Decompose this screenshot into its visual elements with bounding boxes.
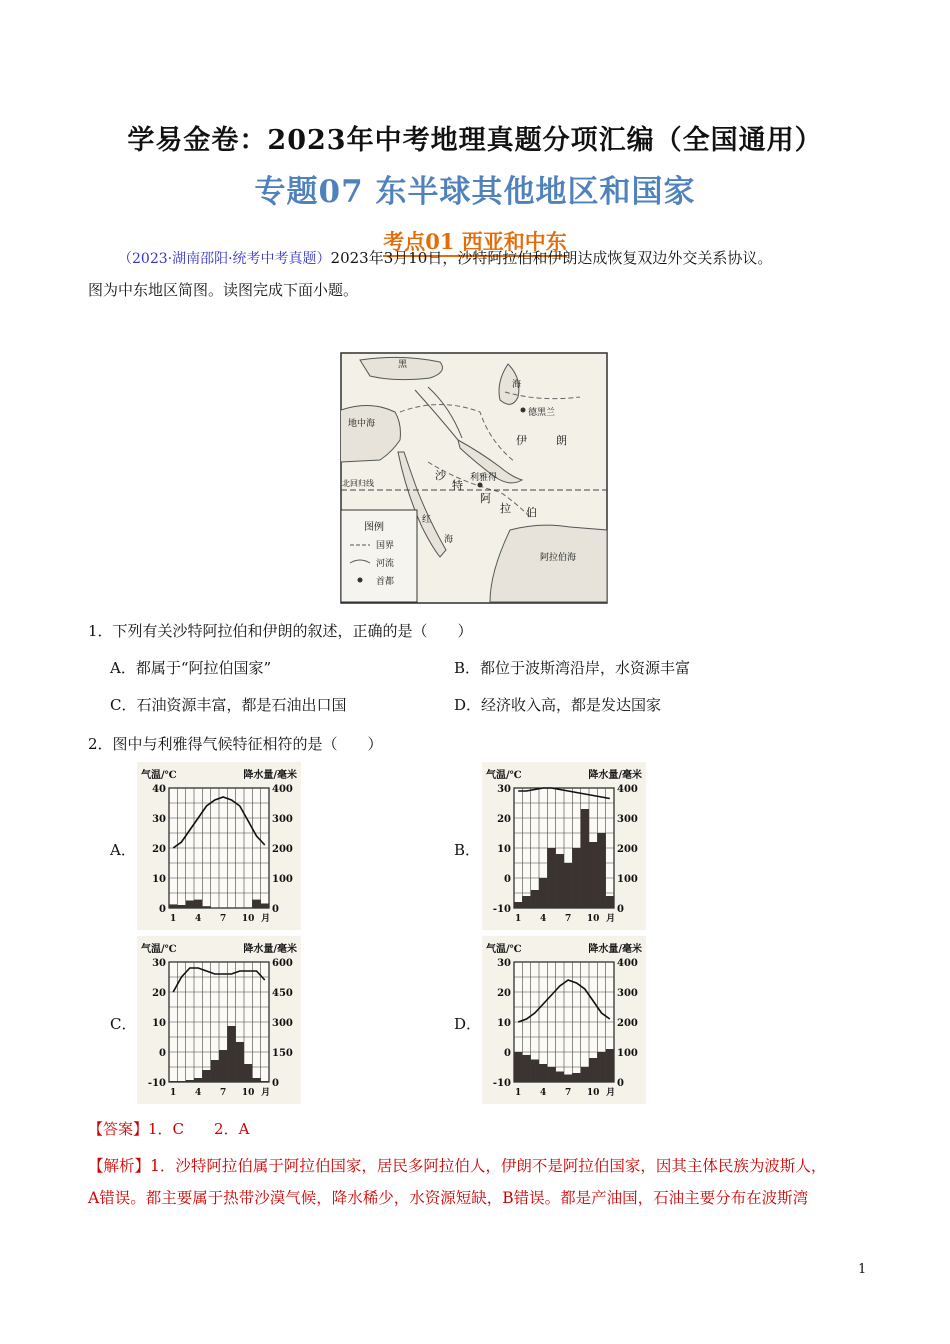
temp-tick: 0 (504, 874, 511, 885)
temp-tick: 10 (152, 874, 166, 885)
precip-bar (252, 900, 260, 908)
question-1-option-d[interactable]: D．经济收入高，都是发达国家 (454, 696, 662, 714)
precip-bar (606, 896, 614, 908)
month-tick: 10 (586, 1088, 600, 1098)
temp-tick: -10 (492, 904, 511, 915)
temp-tick: -10 (147, 1078, 166, 1089)
precip-bar (514, 902, 522, 908)
month-tick: 1 (170, 1088, 177, 1098)
question-1-option-a[interactable]: A．都属于“阿拉伯国家” (110, 659, 272, 677)
precip-tick: 300 (617, 988, 638, 999)
map-label-red-sea-1: 红 (422, 515, 432, 525)
precip-bar (606, 1049, 614, 1082)
legend-title: 图例 (364, 522, 384, 533)
month-tick: 7 (565, 1088, 572, 1098)
precip-bar (177, 905, 185, 908)
precip-bar (589, 842, 597, 908)
precip-bar (261, 904, 269, 909)
map-label-saudi-2: 特 (452, 479, 463, 492)
temp-tick: 30 (497, 958, 511, 969)
map-label-caspian: 海 (512, 380, 522, 390)
precip-bar (227, 1026, 235, 1082)
precip-bar (202, 1070, 210, 1082)
map-label-black-sea: 黑 (398, 360, 408, 370)
precip-bar (547, 1067, 555, 1082)
map-label-tehran: 德黑兰 (528, 408, 556, 418)
precip-tick: 300 (272, 814, 293, 825)
temp-tick: 10 (497, 844, 511, 855)
precip-tick: 450 (272, 988, 293, 999)
precip-tick: 0 (272, 1078, 279, 1089)
map-label-mediterranean: 地中海 (348, 419, 376, 429)
month-tick: 1 (515, 914, 522, 924)
climate-chart-d[interactable] (482, 936, 646, 1104)
precip-bar (236, 1042, 244, 1082)
precip-axis-label: 降水量/毫米 (243, 944, 297, 955)
precip-bar (539, 1064, 547, 1082)
map-label-riyadh: 利雅得 (470, 473, 498, 483)
precip-bar (556, 854, 564, 908)
answer-text: 1．C 2．A (148, 1120, 250, 1138)
month-tick: 10 (241, 914, 255, 924)
question-1-stem: 1．下列有关沙特阿拉伯和伊朗的叙述，正确的是（ ） (88, 622, 473, 640)
temp-tick: 20 (497, 814, 511, 825)
precip-axis-label: 降水量/毫米 (588, 770, 642, 781)
temp-axis-label: 气温/℃ (486, 944, 522, 955)
temp-tick: 20 (152, 844, 166, 855)
precip-bar (581, 809, 589, 908)
temp-tick: 30 (152, 814, 166, 825)
answer-label: 【答案】 (88, 1120, 149, 1138)
month-tick: 4 (540, 1088, 547, 1098)
precip-bar (589, 1058, 597, 1082)
precip-bar (531, 1060, 539, 1083)
month-tick: 月 (261, 1088, 271, 1098)
precip-tick: 100 (272, 874, 293, 885)
map-label-saudi-1: 沙 (435, 469, 446, 482)
temp-tick: 0 (159, 1048, 166, 1059)
explanation-line-2: A错误。都主要属于热带沙漠气候，降水稀少，水资源短缺，B错误。都是产油国，石油主要分布在波斯湾 (88, 1189, 809, 1207)
temp-axis-label: 气温/℃ (141, 944, 177, 955)
precip-bar (514, 1052, 522, 1082)
temp-tick: 0 (504, 1048, 511, 1059)
precip-tick: 400 (617, 958, 638, 969)
month-tick: 1 (170, 914, 177, 924)
month-tick: 1 (515, 1088, 522, 1098)
precip-tick: 300 (272, 1018, 293, 1029)
precip-tick: 150 (272, 1048, 293, 1059)
explanation-line-1: 1．沙特阿拉伯属于阿拉伯国家，居民多阿拉伯人，伊朗不是阿拉伯国家，因其主体民族为波斯人， (150, 1157, 827, 1175)
month-tick: 10 (586, 914, 600, 924)
precip-bar (186, 901, 194, 909)
precip-tick: 200 (617, 1018, 638, 1029)
precip-bar (531, 890, 539, 908)
map-label-iran-2: 朗 (556, 434, 567, 447)
precip-bar (572, 848, 580, 908)
topic-title: 专题07 东半球其他地区和国家 (254, 174, 696, 210)
temp-tick: 20 (497, 988, 511, 999)
precip-bar (194, 900, 202, 908)
map-label-red-sea-2: 海 (444, 535, 454, 545)
precip-tick: 100 (617, 1048, 638, 1059)
precip-bar (169, 1081, 177, 1082)
precip-bar (564, 1075, 572, 1083)
legend-border: 国界 (376, 541, 395, 551)
month-tick: 10 (241, 1088, 255, 1098)
precip-tick: 400 (272, 784, 293, 795)
temp-axis-label: 气温/℃ (141, 770, 177, 781)
map-label-saudi-3: 阿 (480, 492, 491, 505)
precip-tick: 400 (617, 784, 638, 795)
answer-line (88, 1118, 249, 1139)
precip-axis-label: 降水量/毫米 (588, 944, 642, 955)
map-label-iran-1: 伊 (516, 434, 527, 447)
month-tick: 7 (565, 914, 572, 924)
temp-tick: 10 (152, 1018, 166, 1029)
temp-tick: -10 (492, 1078, 511, 1089)
climate-chart-a[interactable] (137, 762, 301, 930)
precip-bar (522, 896, 530, 908)
precip-bar (556, 1072, 564, 1083)
page-number: 1 (858, 1262, 867, 1277)
temp-tick: 30 (152, 958, 166, 969)
section-title-text: 考点01 西亚和中东 (383, 229, 567, 257)
month-tick: 4 (195, 914, 202, 924)
temp-tick: 20 (152, 988, 166, 999)
legend-river: 河流 (376, 559, 395, 569)
precip-tick: 600 (272, 958, 293, 969)
precip-bar (244, 907, 252, 908)
precip-bar (539, 878, 547, 908)
precip-bar (252, 1078, 260, 1082)
climate-chart-c[interactable] (137, 936, 301, 1104)
month-tick: 月 (606, 1088, 616, 1098)
map-label-saudi-5: 伯 (526, 506, 537, 519)
precip-tick: 100 (617, 874, 638, 885)
map-label-arabian-sea: 阿拉伯海 (540, 553, 577, 563)
month-tick: 月 (606, 914, 616, 924)
precip-tick: 0 (272, 904, 279, 915)
precip-tick: 0 (617, 904, 624, 915)
climate-chart-b[interactable] (482, 762, 646, 930)
precip-bar (547, 848, 555, 908)
map-label-tropic: 北回归线 (342, 479, 374, 488)
question-2-option-a-label[interactable]: A． (110, 841, 136, 859)
precip-bar (194, 1078, 202, 1082)
intro-paragraph (88, 243, 868, 306)
document-title: 学易金卷：2023年中考地理真题分项汇编（全国通用） (127, 125, 823, 156)
question-2-option-c-label[interactable]: C． (110, 1015, 137, 1033)
precip-bar (572, 1073, 580, 1082)
precip-bar (219, 1050, 227, 1082)
intro-text-2: 图为中东地区简图。读图完成下面小题。 (88, 281, 359, 299)
precip-tick: 200 (272, 844, 293, 855)
explanation-label: 【解析】 (88, 1157, 151, 1175)
month-tick: 4 (195, 1088, 202, 1098)
precip-tick: 0 (617, 1078, 624, 1089)
precip-bar (169, 904, 177, 908)
question-2-stem: 2．图中与利雅得气候特征相符的是（ ） (88, 735, 383, 753)
month-tick: 4 (540, 914, 547, 924)
middle-east-map (340, 352, 608, 604)
legend-capital: 首都 (376, 577, 395, 587)
question-1-option-c[interactable]: C．石油资源丰富，都是石油出口国 (110, 696, 347, 714)
precip-bar (202, 906, 210, 908)
month-tick: 月 (261, 914, 271, 924)
temp-tick: 40 (152, 784, 166, 795)
month-tick: 7 (220, 1088, 227, 1098)
precip-axis-label: 降水量/毫米 (243, 770, 297, 781)
precip-bar (244, 1064, 252, 1082)
precip-tick: 300 (617, 814, 638, 825)
precip-bar (261, 1081, 269, 1082)
temp-tick: 10 (497, 1018, 511, 1029)
question-2-option-b-label[interactable]: B． (454, 841, 481, 859)
precip-bar (522, 1055, 530, 1082)
temp-tick: 0 (159, 904, 166, 915)
precip-bar (186, 1080, 194, 1082)
precip-tick: 200 (617, 844, 638, 855)
question-1-option-b[interactable]: B．都位于波斯湾沿岸，水资源丰富 (454, 659, 691, 677)
intro-text-1: 2023年3月10日，沙特阿拉伯和伊朗达成恢复双边外交关系协议。 (330, 249, 773, 267)
precip-bar (564, 863, 572, 908)
question-source: （2023·湖南邵阳·统考中考真题） (118, 251, 331, 267)
precip-bar (597, 1052, 605, 1082)
precip-bar (211, 1060, 219, 1082)
question-2-option-d-label[interactable]: D． (454, 1015, 482, 1033)
precip-bar (177, 1081, 185, 1082)
map-label-saudi-4: 拉 (500, 502, 511, 515)
explanation (88, 1150, 878, 1214)
month-tick: 7 (220, 914, 227, 924)
precip-bar (597, 833, 605, 908)
temp-axis-label: 气温/℃ (486, 770, 522, 781)
temp-tick: 30 (497, 784, 511, 795)
precip-bar (581, 1067, 589, 1082)
